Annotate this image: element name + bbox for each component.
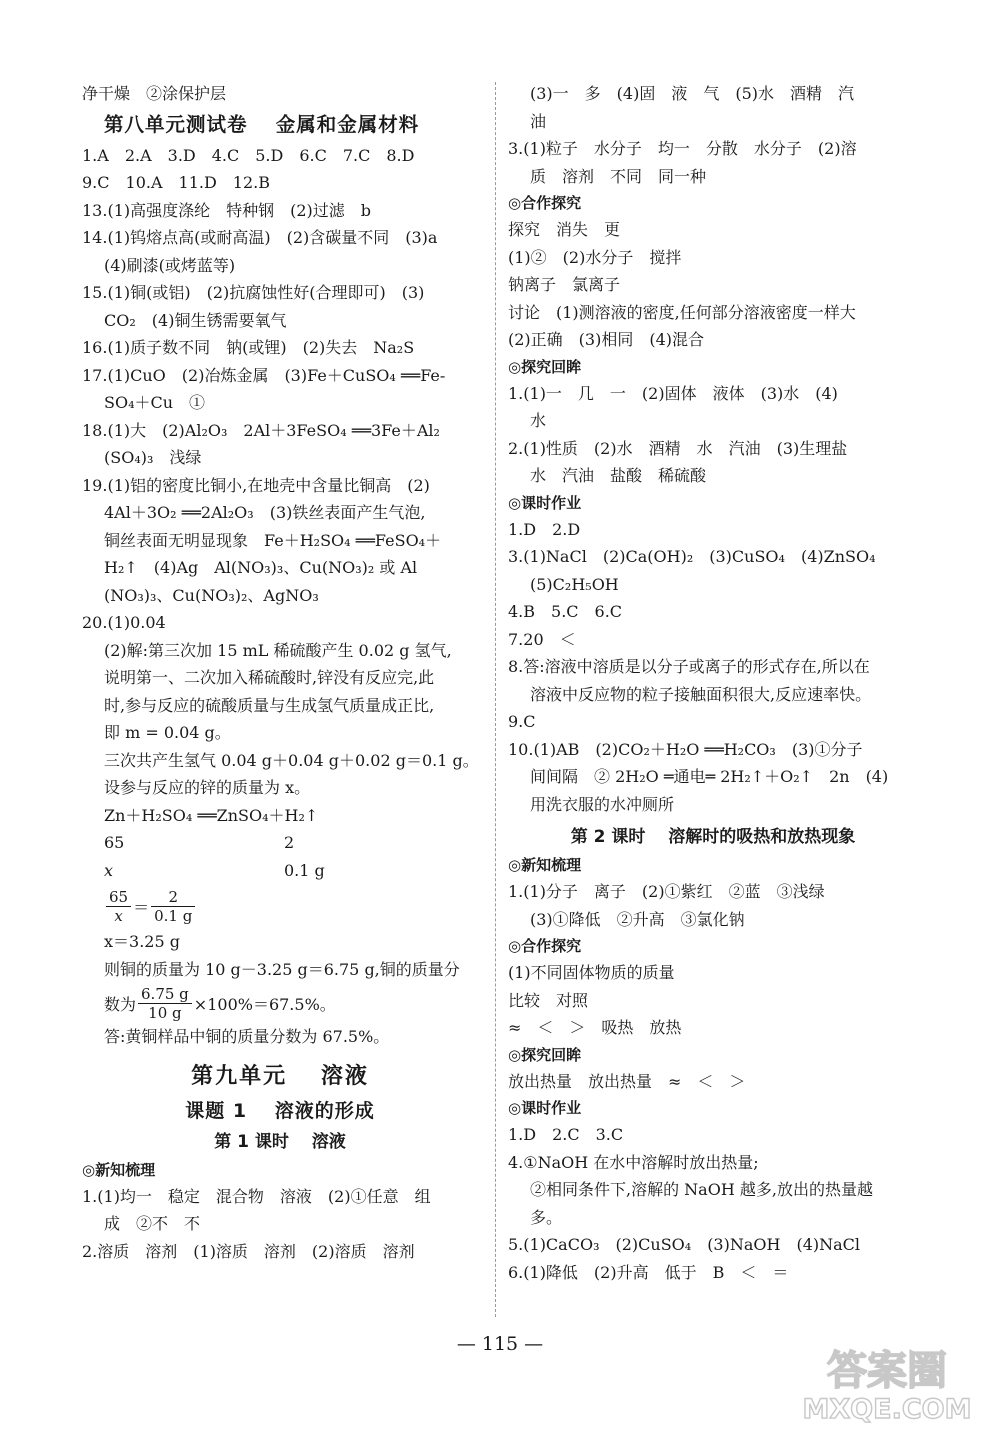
- calc-value: 0.1 g: [284, 860, 325, 880]
- answer-line: [82, 983, 478, 1023]
- answer-line: 3.(1)粒子 水分子 均一 分散 水分子 (2)溶: [508, 139, 857, 158]
- answer-line: 说明第一、二次加入稀硫酸时,锌没有反应完,此: [104, 668, 435, 687]
- answer-line: 2.(1)性质 (2)水 酒精 水 汽油 (3)生理盐: [508, 438, 848, 458]
- section-heading: ◎课时作业: [508, 493, 582, 512]
- section-heading: ◎新知梳理: [82, 1160, 156, 1179]
- unit9-title: 第九单元 溶液: [191, 1063, 369, 1089]
- calc-row: [82, 857, 478, 885]
- fraction: [151, 888, 195, 925]
- answer-line: 9.C: [508, 712, 536, 731]
- section-heading: ◎新知梳理: [508, 856, 582, 874]
- answer-line: 15.(1)铜(或铝) (2)抗腐蚀性好(合理即可) (3): [82, 283, 425, 302]
- answer-line: (5)C₂H₅OH: [530, 574, 619, 594]
- answer-line: 水 汽油 盐酸 稀硫酸: [530, 466, 707, 485]
- answer-line: 1.D 2.C 3.C: [508, 1125, 624, 1144]
- fraction-denominator: 0.1 g: [154, 906, 193, 925]
- calc-value: 2: [284, 833, 295, 852]
- answer-line: 铜丝表面无明显现象 Fe＋H₂SO₄ ══FeSO₄＋: [104, 530, 442, 550]
- fraction-numerator: 6.75 g: [138, 985, 192, 1004]
- answer-line: 20.(1)0.04: [82, 613, 166, 632]
- answer-line: 19.(1)铝的密度比铜小,在地壳中含量比铜高 (2): [82, 475, 430, 495]
- answer-line: 讨论 (1)测溶液的密度,任何部分溶液密度一样大: [508, 302, 856, 322]
- answer-line: 5.(1)CaCO₃ (2)CuSO₄ (3)NaOH (4)NaCl: [508, 1235, 861, 1254]
- answer-line: ≈ ＜ ＞ 吸热 放热: [508, 1018, 682, 1037]
- answer-line: 4.B 5.C 6.C: [508, 602, 623, 621]
- answer-line: 三次共产生氢气 0.04 g＋0.04 g＋0.02 g＝0.1 g。: [104, 750, 479, 770]
- fraction-numerator: 2: [151, 888, 195, 907]
- equation-line: Zn＋H₂SO₄ ══ZnSO₄＋H₂↑: [104, 805, 319, 825]
- answer-line: 时,参与反应的硫酸质量与生成氢气质量成正比,: [104, 695, 435, 715]
- fraction-numerator: 65: [106, 888, 131, 907]
- answer-line: 即 m = 0.04 g。: [104, 723, 231, 742]
- answer-line: x＝3.25 g: [104, 932, 180, 951]
- calc-row: [82, 829, 478, 857]
- answer-line: (4)刷漆(或烤蓝等): [104, 255, 236, 275]
- answer-line: 溶液中反应物的粒子接触面积很大,反应速率快。: [530, 684, 872, 704]
- lesson2-title: 第 2 课时 溶解时的吸热和放热现象: [570, 827, 856, 847]
- answer-line: (SO₄)₃ 浅绿: [104, 448, 202, 467]
- text-span: ×100%＝67.5%。: [193, 994, 336, 1014]
- answer-line: 13.(1)高强度涤纶 特种钢 (2)过滤 b: [82, 200, 372, 220]
- answer-line: 4.①NaOH 在水中溶解时放出热量;: [508, 1152, 759, 1172]
- section-heading: ◎探究回眸: [508, 357, 582, 376]
- answer-line: 质 溶剂 不同 同一种: [530, 166, 707, 186]
- section-heading: ◎探究回眸: [508, 1045, 582, 1064]
- calc-value: 65: [104, 833, 125, 852]
- answer-line: 2.溶质 溶剂 (1)溶质 溶剂 (2)溶质 溶剂: [82, 1241, 415, 1261]
- answer-line: 17.(1)CuO (2)冶炼金属 (3)Fe＋CuSO₄ ══Fe-: [82, 365, 446, 385]
- answer-line: 成 ②不 不: [104, 1214, 201, 1233]
- answer-line: 1.D 2.D: [508, 519, 581, 539]
- answer-line: 6.(1)降低 (2)升高 低于 B ＜ ＝: [508, 1262, 789, 1282]
- answer-line: 则铜的质量为 10 g－3.25 g＝6.75 g,铜的质量分: [104, 959, 460, 979]
- fraction: [106, 888, 131, 925]
- answer-line: (2)解:第三次加 15 mL 稀硫酸产生 0.02 g 氢气,: [104, 640, 452, 660]
- section-heading: ◎合作探究: [508, 937, 582, 955]
- answer-line: 10.(1)AB (2)CO₂＋H₂O ══H₂CO₃ (3)①分子: [508, 739, 863, 759]
- answer-line: (3)①降低 ②升高 ③氯化钠: [530, 909, 745, 929]
- watermark-text: MXQE.COM: [802, 1394, 972, 1425]
- answer-line: H₂↑ (4)Ag Al(NO₃)₃、Cu(NO₃)₂ 或 Al: [104, 558, 418, 577]
- answer-line: 水: [530, 411, 547, 430]
- topic1-title: 课题 1 溶液的形成: [185, 1099, 375, 1122]
- fraction-denominator: 10 g: [148, 1003, 182, 1022]
- answer-line: 钠离子 氯离子: [508, 275, 621, 294]
- answer-line: 3.(1)NaCl (2)Ca(OH)₂ (3)CuSO₄ (4)ZnSO₄: [508, 547, 876, 566]
- page-number: — 115 —: [456, 1333, 544, 1355]
- section-heading: ◎课时作业: [508, 1099, 582, 1117]
- answer-line: 1.A 2.A 3.D 4.C 5.D 6.C 7.C 8.D: [82, 145, 415, 165]
- watermark-logo: [792, 1340, 982, 1426]
- text-line: 净干燥 ②涂保护层: [82, 84, 227, 103]
- answer-line: 油: [530, 111, 547, 131]
- fraction: [138, 985, 192, 1022]
- column-divider: [495, 82, 496, 1317]
- answer-line: 比较 对照: [508, 990, 589, 1010]
- answer-line: (1)② (2)水分子 搅拌: [508, 247, 682, 267]
- answer-line: SO₄＋Cu ①: [104, 393, 206, 412]
- lesson1-title: 第 1 课时 溶液: [214, 1131, 346, 1152]
- right-column: [508, 80, 918, 1286]
- watermark-text: 答案圈: [827, 1348, 947, 1394]
- answer-line: (1)不同固体物质的质量: [508, 963, 675, 982]
- answer-line: 14.(1)钨熔点高(或耐高温) (2)含碳量不同 (3)a: [82, 228, 438, 247]
- answer-line: 16.(1)质子数不同 钠(或锂) (2)失去 Na₂S: [82, 338, 415, 357]
- unit8-title: 第八单元测试卷 金属和金属材料: [104, 112, 420, 136]
- answer-line: 7.20 ＜: [508, 629, 576, 649]
- answer-line: CO₂ (4)铜生锈需要氧气: [104, 310, 287, 330]
- answer-line: 多。: [530, 1207, 563, 1227]
- answer-line: (2)正确 (3)相同 (4)混合: [508, 330, 704, 349]
- answer-line: ②相同条件下,溶解的 NaOH 越多,放出的热量越: [530, 1180, 873, 1199]
- answer-line: 用洗衣服的水冲厕所: [530, 794, 675, 814]
- left-column: [82, 80, 478, 1265]
- answer-line: (3)一 多 (4)固 液 气 (5)水 酒精 汽: [530, 84, 854, 103]
- equals-sign: ＝: [133, 897, 150, 917]
- text-span: 数为: [104, 994, 137, 1014]
- answer-line: 4Al＋3O₂ ══2Al₂O₃ (3)铁丝表面产生气泡,: [104, 503, 426, 522]
- answer-line: 9.C 10.A 11.D 12.B: [82, 173, 270, 192]
- answer-line: 探究 消失 更: [508, 220, 621, 239]
- answer-line: 1.(1)一 几 一 (2)固体 液体 (3)水 (4): [508, 383, 838, 403]
- proportion: [82, 884, 478, 928]
- answer-line: 间间隔 ② 2H₂O ═通电═ 2H₂↑＋O₂↑ 2n (4): [530, 767, 889, 786]
- answer-line: 设参与反应的锌的质量为 x。: [104, 778, 311, 797]
- answer-line: 答:黄铜样品中铜的质量分数为 67.5%。: [104, 1027, 390, 1046]
- answer-line: 18.(1)大 (2)Al₂O₃ 2Al＋3FeSO₄ ══3Fe＋Al₂: [82, 420, 440, 440]
- answer-line: 8.答:溶液中溶质是以分子或离子的形式存在,所以在: [508, 657, 870, 676]
- answer-line: 1.(1)均一 稳定 混合物 溶液 (2)①任意 组: [82, 1186, 431, 1206]
- section-heading: ◎合作探究: [508, 194, 582, 212]
- answer-line: (NO₃)₃、Cu(NO₃)₂、AgNO₃: [104, 585, 319, 605]
- answer-line: 放出热量 放出热量 ≈ ＜ ＞: [508, 1071, 746, 1091]
- answer-line: 1.(1)分子 离子 (2)①紫红 ②蓝 ③浅绿: [508, 882, 825, 901]
- fraction-denominator: x: [114, 906, 123, 925]
- calc-value: x: [104, 860, 114, 880]
